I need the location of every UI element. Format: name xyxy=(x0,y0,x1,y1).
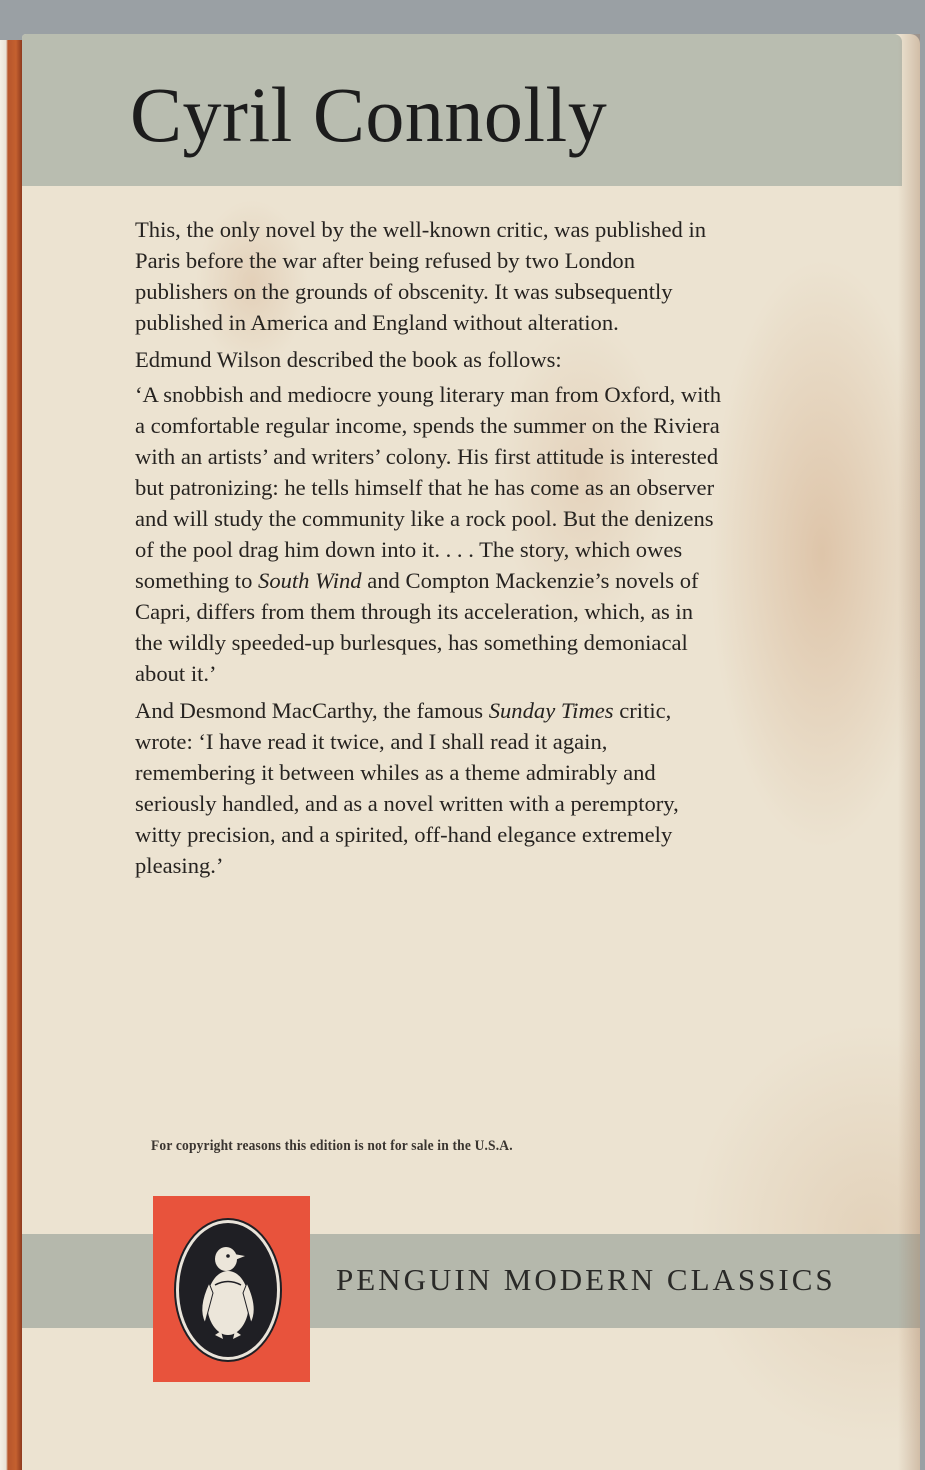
blurb-quote-maccarthy xyxy=(135,695,725,881)
penguin-icon xyxy=(176,1220,280,1360)
quote-text: critic, wrote: ‘I have read it twice, and I shall read it again, remembering it between whiles as a theme admirably and seriously handled, and as a novel written with a peremptory, witty precision, and a spirited, off-hand elegance extremely pleasing.’ xyxy=(135,698,679,878)
copyright-notice: For copyright reasons this edition is not for sale in the U.S.A. xyxy=(151,1138,513,1154)
book-title-reference: South Wind xyxy=(258,568,362,593)
book-spine-edge xyxy=(0,40,22,1470)
newspaper-reference: Sunday Times xyxy=(488,698,614,723)
blurb-text xyxy=(135,214,725,887)
blurb-paragraph: Edmund Wilson described the book as follows: xyxy=(135,347,562,372)
quote-text: ‘A snobbish and mediocre young literary man from Oxford, with a comfortable regular income, spends the summer on the Riviera with an artists’ and writers’ colony. His first attitude is interested but patronizing: he tells himself that he has come as an observer and will study the community like a rock pool. But the denizens of the pool drag him down into it. . . . The story, which owes something to xyxy=(135,382,722,593)
blurb-quote-wilson xyxy=(135,379,725,689)
book-back-cover xyxy=(22,34,920,1470)
penguin-logo-box xyxy=(153,1196,310,1382)
series-name: PENGUIN MODERN CLASSICS xyxy=(336,1262,836,1297)
quote-text: And Desmond MacCarthy, the famous xyxy=(135,698,489,723)
author-name: Cyril Connolly xyxy=(130,71,608,158)
cover-edge-shading xyxy=(898,34,920,1470)
blurb-paragraph: This, the only novel by the well-known critic, was published in Paris before the war after being refused by two London publishers on the grounds of obscenity. It was subsequently published in America and England without alteration. xyxy=(135,217,707,335)
quote-text: and Compton Mackenzie’s novels of Capri, differs from them through its acceleration, which, as in the wildly speeded-up burlesques, has something demoniacal about it.’ xyxy=(135,568,699,686)
